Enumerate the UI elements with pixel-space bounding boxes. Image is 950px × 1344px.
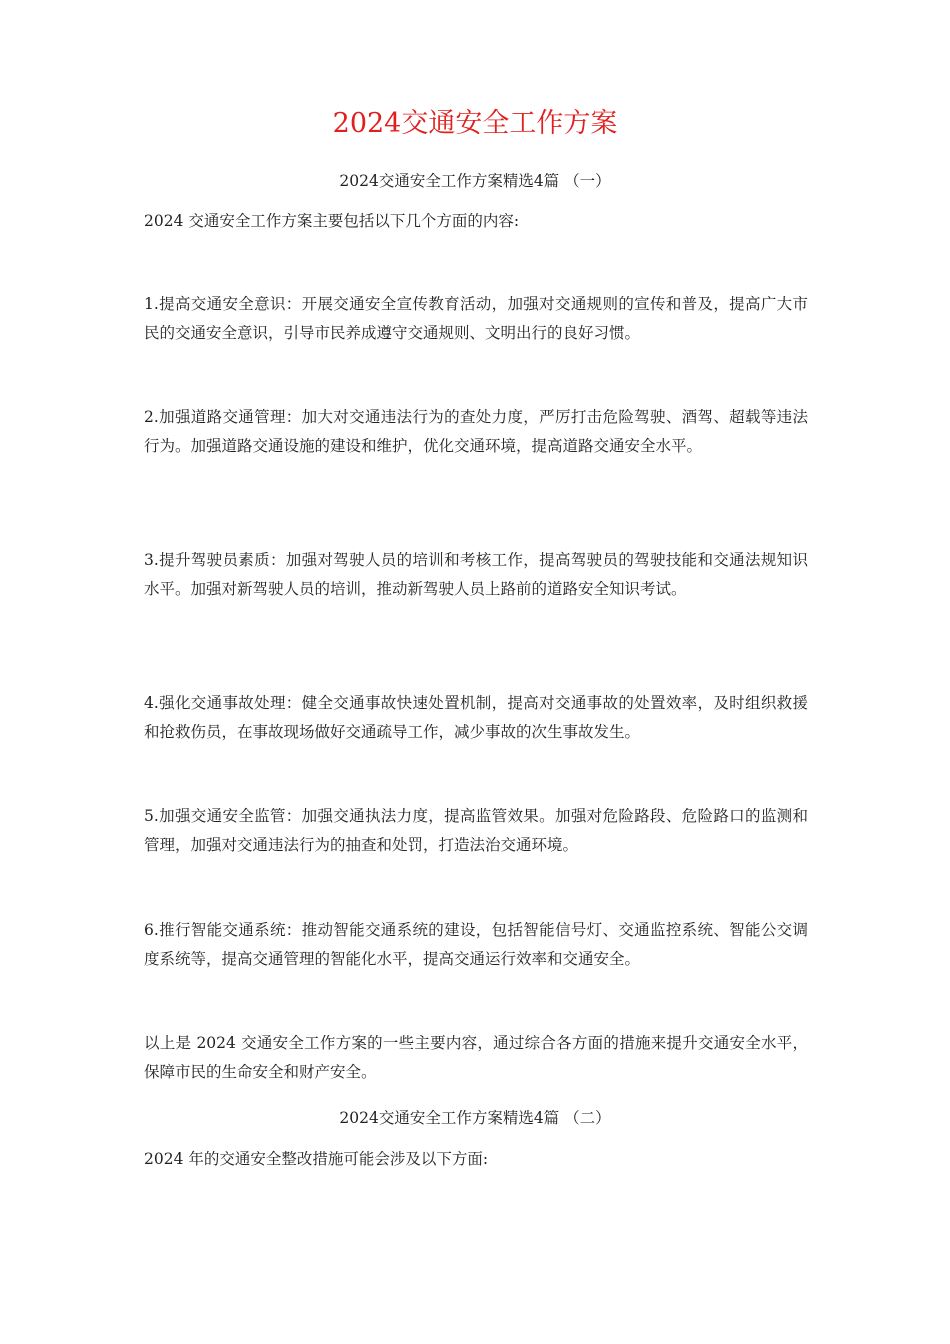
list-item: 1.提高交通安全意识：开展交通安全宣传教育活动，加强对交通规则的宣传和普及，提高广大市民的交通安全意识，引导市民养成遵守交通规则、文明出行的良好习惯。 — [144, 295, 808, 342]
section-2-heading: 2024交通安全工作方案精选4篇 （二） — [339, 1109, 611, 1127]
document-title: 2024交通安全工作方案 — [332, 108, 618, 139]
list-item: 2.加强道路交通管理：加大对交通违法行为的查处力度，严厉打击危险驾驶、酒驾、超载等违法行为。加强道路交通设施的建设和维护，优化交通环境，提高道路交通安全水平。 — [144, 408, 808, 455]
list-item: 3.提升驾驶员素质：加强对驾驶人员的培训和考核工作，提高驾驶员的驾驶技能和交通法规知识水平。加强对新驾驶人员的培训，推动新驾驶人员上路前的道路安全知识考试。 — [144, 551, 808, 598]
list-item: 4.强化交通事故处理：健全交通事故快速处置机制，提高对交通事故的处置效率，及时组织救援和抢救伤员，在事故现场做好交通疏导工作，减少事故的次生事故发生。 — [144, 694, 808, 741]
section-1-intro: 2024 交通安全工作方案主要包括以下几个方面的内容: — [144, 212, 520, 230]
list-item: 5.加强交通安全监管：加强交通执法力度，提高监管效果。加强对危险路段、危险路口的监测和管理，加强对交通违法行为的抽查和处罚，打造法治交通环境。 — [144, 807, 808, 854]
section-1-summary: 以上是 2024 交通安全工作方案的一些主要内容，通过综合各方面的措施来提升交通安全水平，保障市民的生命安全和财产安全。 — [144, 1034, 808, 1081]
list-item: 6.推行智能交通系统：推动智能交通系统的建设，包括智能信号灯、交通监控系统、智能公交调度系统等，提高交通管理的智能化水平，提高交通运行效率和交通安全。 — [144, 921, 808, 968]
section-1-heading: 2024交通安全工作方案精选4篇 （一） — [339, 172, 611, 190]
section-2-intro: 2024 年的交通安全整改措施可能会涉及以下方面: — [144, 1150, 489, 1168]
